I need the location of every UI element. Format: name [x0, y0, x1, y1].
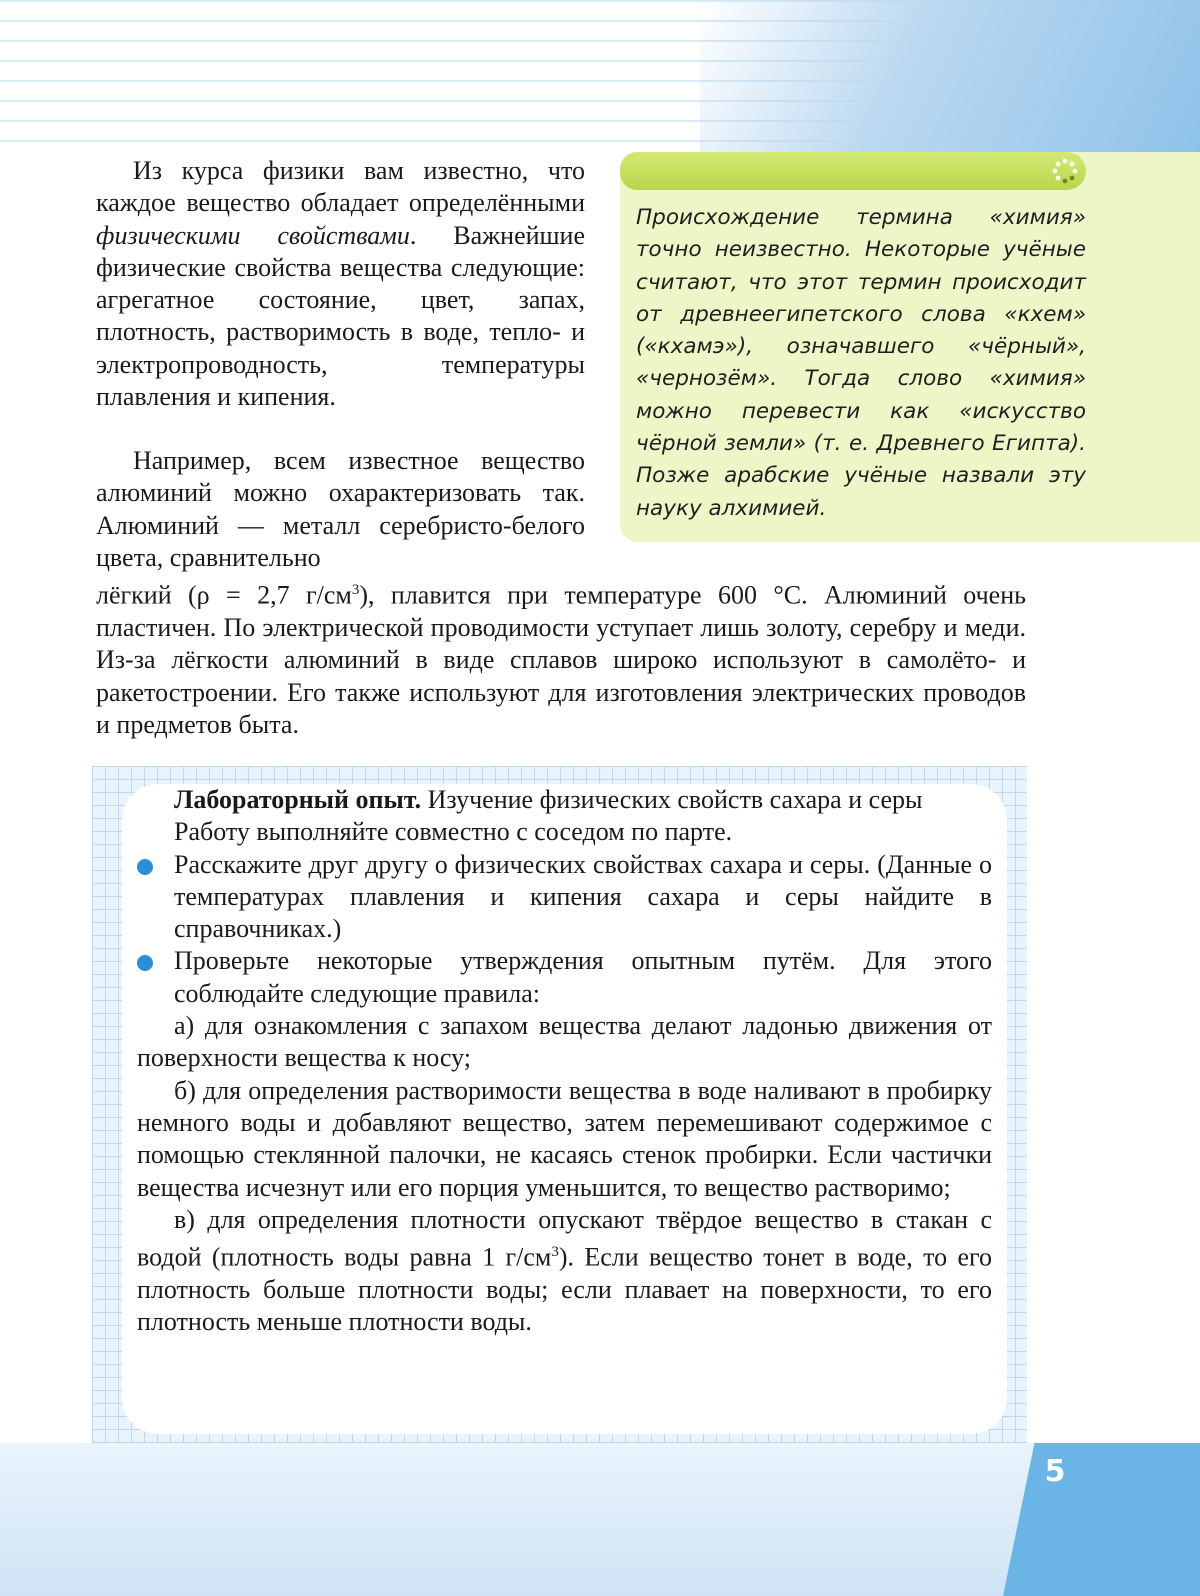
- lab-rule-c: в) для определения плотности опускают твёрдое вещество в стакан с водой (плотность воды равна 1 $г/см^3$). Если вещество тонет в воде, то его плотность больше плотности воды; если плавает на поверхности, то его плотность меньше плотности воды.: [137, 1204, 992, 1337]
- lab-bullet-2: Проверьте некоторые утверждения опытным путём. Для этого соблюдайте следующие правила:: [137, 945, 992, 1010]
- lab-title: Лабораторный опыт.: [174, 785, 422, 814]
- note-text: Происхождение термина «химия» точно неизвестно. Некоторые учёные считают, что этот термин происходит от древнеегипетского слова «кхем» («кхамэ»), означавшего «чёрный», «чернозём». Тогда слово «химия» можно перевести как «искусство чёрной земли» (т. е. Древнего Египта). Позже арабские учёные назвали эту науку алхимией.: [636, 205, 1086, 521]
- note-header: [620, 152, 1086, 190]
- lab-bullet-1: Расскажите друг другу о физических свойствах сахара и серы. (Данные о температурах плавления и кипения сахара и серы найдите в справочниках.): [137, 849, 992, 946]
- lab-heading: [137, 784, 992, 816]
- dots-icon: [1052, 158, 1078, 184]
- paragraph-aluminium-intro: Например, всем известное вещество алюминий можно охарактеризовать так. Алюминий — металл серебристо-белого цвета, сравнительно: [96, 446, 585, 572]
- bullet-icon: [137, 859, 153, 875]
- superscript-cubic: 3: [551, 1244, 559, 1261]
- paragraph-aluminium-details: лёгкий (ρ = 2,7 $г/см^3$), плавится при температуре 600 °C. Алюминий очень пластичен. По электрической проводимости уступает лишь золоту, серебру и меди. Из-за лёгкости алюминий в виде сплавов широко используют в самолёто- и ракетостроении. Его также используют для изготовления электрических проводов и предметов быта.: [96, 580, 1026, 739]
- page-number: 5: [1044, 1454, 1066, 1489]
- paragraph-physical-properties: Из курса физики вам известно, что каждое вещество обладает определёнными физическими свойствами. Важнейшие физические свойства вещества следующие: агрегатное состояние, цвет, запах, плотность, растворимость в воде, тепло- и электропроводность, температуры плавления и кипения.: [96, 156, 585, 412]
- lab-subtitle: Изучение физических свойств сахара и серы: [427, 785, 923, 814]
- lab-rule-b: б) для определения растворимости вещества в воде наливают в пробирку немного воды и добавляют вещество, затем перемешивают содержимое с помощью стеклянной палочки, не касаясь стенок пробирки. Если частички вещества исчезнут или его порция уменьшится, то вещество растворимо;: [137, 1075, 992, 1202]
- lab-instruction: Работу выполняйте совместно с соседом по парте.: [174, 817, 733, 847]
- superscript-cubic: 3: [351, 582, 360, 598]
- lab-rule-a: а) для ознакомления с запахом вещества делают ладонью движения от поверхности вещества к носу;: [137, 1011, 992, 1073]
- lab-experiment: [137, 784, 992, 1339]
- emphasis-term: физическими свойствами: [96, 220, 410, 250]
- header-gradient: [700, 0, 1200, 160]
- bullet-icon: [137, 955, 153, 971]
